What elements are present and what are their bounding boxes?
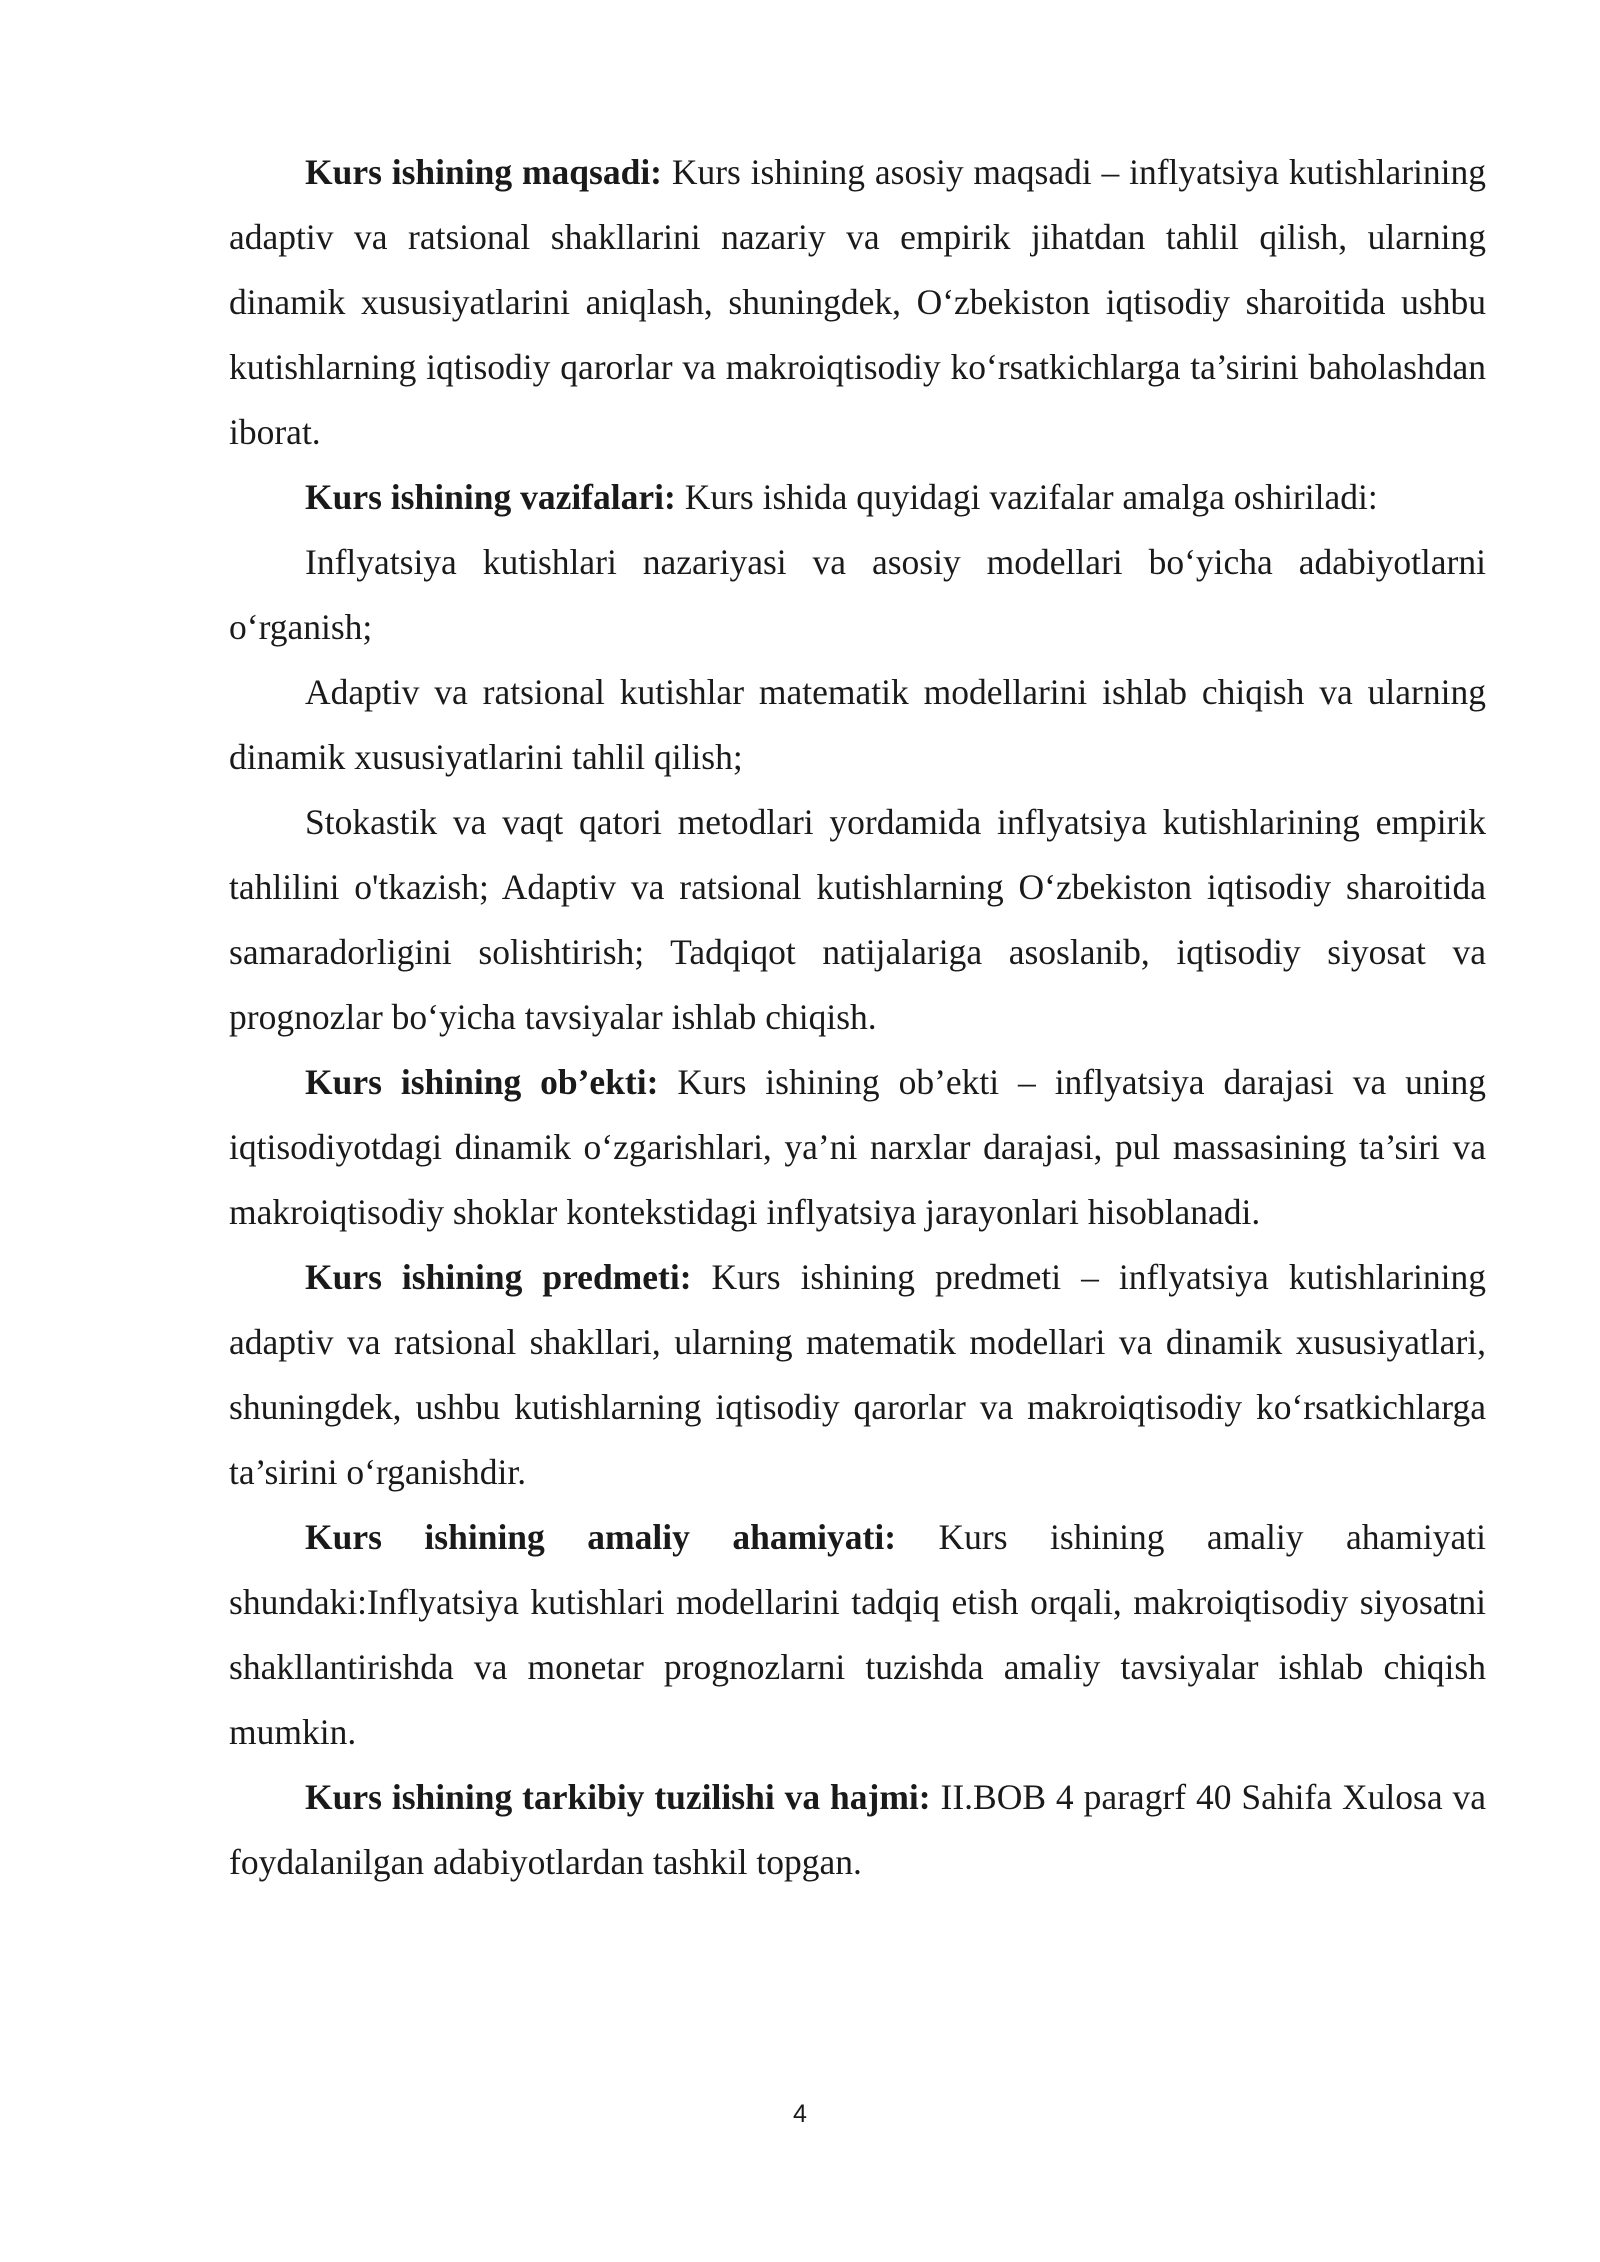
paragraph-text: Kurs ishida quyidagi vazifalar amalga oshiriladi: [675, 477, 1378, 517]
paragraph-text: Adaptiv va ratsional kutishlar matematik modellarini ishlab chiqish va ularning dinamik xususiyatlarini tahlil qilish; [229, 672, 1486, 777]
task-item [229, 660, 1486, 790]
paragraph-heading: Kurs ishining ob’ekti: [305, 1062, 659, 1102]
task-item [229, 790, 1486, 1050]
paragraph-text: Stokastik va vaqt qatori metodlari yordamida inflyatsiya kutishlarining empirik tahlilini o'tkazish; Adaptiv va ratsional kutishlarning O‘zbekiston iqtisodiy sharoitida samaradorligini solishtirish; Tadqiqot natijalariga asoslanib, iqtisodiy siyosat va prognozlar bo‘yicha tavsiyalar ishlab chiqish. [229, 802, 1486, 1037]
paragraph-text: II.BOB 4 paragrf 40 Sahifa Xulosa va foydalanilgan adabiyotlardan tashkil topgan. [229, 1777, 1487, 1882]
paragraph-heading: Kurs ishining vazifalari: [305, 477, 676, 517]
paragraph-practical-significance [229, 1505, 1486, 1765]
page-body [229, 140, 1486, 1895]
paragraph-text: Kurs ishining asosiy maqsadi – inflyatsiya kutishlarining adaptiv va ratsional shakllarini nazariy va empirik jihatdan tahlil qilish, ularning dinamik xususiyatlarini aniqlash, shuningdek, O‘zbekiston iqtisodiy sharoitida ushbu kutishlarning iqtisodiy qarorlar va makroiqtisodiy ko‘rsatkichlarga ta’sirini baholashdan iborat. [229, 152, 1486, 452]
paragraph-structure [229, 1765, 1486, 1895]
paragraph-heading: Kurs ishining predmeti: [305, 1257, 692, 1297]
paragraph-text: Kurs ishining amaliy ahamiyati shundaki:Inflyatsiya kutishlari modellarini tadqiq etish orqali, makroiqtisodiy siyosatni shakllantirishda va monetar prognozlarni tuzishda amaliy tavsiyalar ishlab chiqish mumkin. [229, 1517, 1486, 1752]
page-number: 4 [793, 2100, 807, 2128]
paragraph-goal [229, 140, 1486, 465]
paragraph-heading: Kurs ishining maqsadi: [305, 152, 662, 192]
paragraph-text: Kurs ishining predmeti – inflyatsiya kutishlarining adaptiv va ratsional shakllari, ularning matematik modellari va dinamik xususiyatlari, shuningdek, ushbu kutishlarning iqtisodiy qarorlar va makroiqtisodiy ko‘rsatkichlarga ta’sirini o‘rganishdir. [229, 1257, 1486, 1492]
paragraph-subject [229, 1245, 1486, 1505]
paragraph-tasks [229, 465, 1486, 530]
paragraph-heading: Kurs ishining tarkibiy tuzilishi va hajmi: [305, 1777, 931, 1817]
paragraph-heading: Kurs ishining amaliy ahamiyati: [305, 1517, 897, 1557]
task-item [229, 530, 1486, 660]
paragraph-text: Inflyatsiya kutishlari nazariyasi va asosiy modellari bo‘yicha adabiyotlarni o‘rganish; [229, 542, 1486, 647]
paragraph-object [229, 1050, 1486, 1245]
paragraph-text: Kurs ishining ob’ekti – inflyatsiya darajasi va uning iqtisodiyotdagi dinamik o‘zgarishlari, ya’ni narxlar darajasi, pul massasining ta’siri va makroiqtisodiy shoklar kontekstidagi inflyatsiya jarayonlari hisoblanadi. [229, 1062, 1487, 1232]
